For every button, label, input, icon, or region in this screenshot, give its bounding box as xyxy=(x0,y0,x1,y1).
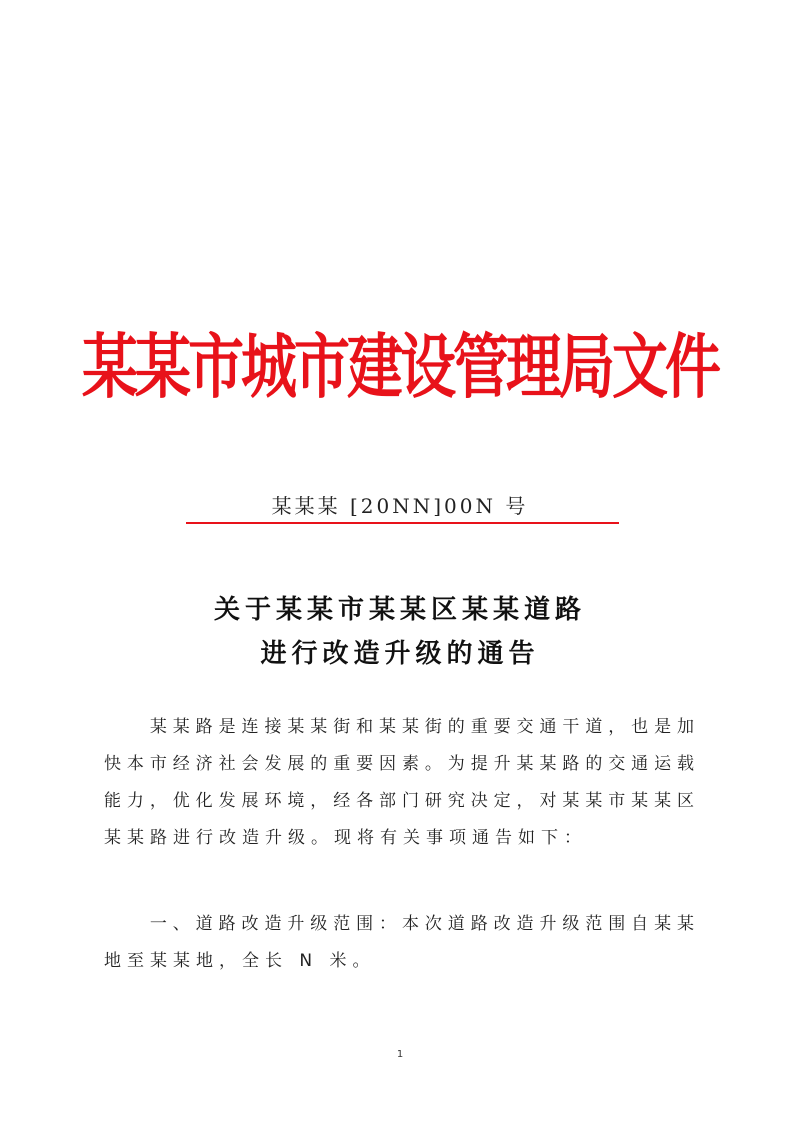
paragraph-line: 某某路是连接某某街和某某街的重要交通干道，也是加 xyxy=(104,717,694,737)
notice-title-line-2: 进行改造升级的通告 xyxy=(260,639,540,669)
paragraph-line: 某某路进行改造升级。现将有关事项通告如下： xyxy=(104,828,587,848)
body-paragraph-1 xyxy=(104,709,694,857)
body-paragraph-2 xyxy=(104,906,694,980)
page-number: 1 xyxy=(396,1049,404,1060)
notice-title-line-1: 关于某某市某某区某某道路 xyxy=(213,595,586,625)
paragraph-line: 快本市经济社会发展的重要因素。为提升某某路的交通运载 xyxy=(104,754,694,774)
paragraph-line: 能力，优化发展环境，经各部门研究决定，对某某市某某区 xyxy=(104,791,694,811)
red-divider-line xyxy=(186,522,619,524)
paragraph-line: 地至某某地，全长 N 米。 xyxy=(104,951,376,971)
notice-title xyxy=(0,588,800,676)
document-number: 某某某 [20NN]00N 号 xyxy=(271,494,529,518)
paragraph-line: 一、道路改造升级范围：本次道路改造升级范围自某某 xyxy=(104,914,694,934)
issuer-header-title: 某某市城市建设管理局文件 xyxy=(82,325,718,409)
